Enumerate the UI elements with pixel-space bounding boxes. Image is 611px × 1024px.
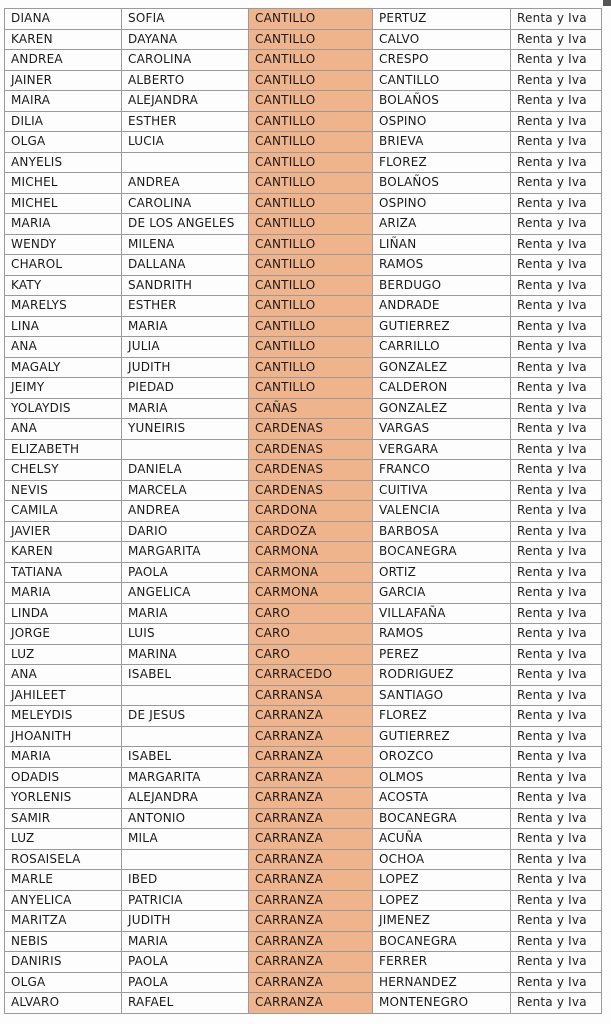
first-name-cell[interactable]: MARIA (5, 214, 122, 235)
category-cell[interactable]: Renta y Iva (511, 91, 602, 112)
first-name-cell[interactable]: CAMILA (5, 501, 122, 522)
surname-cell[interactable]: CARRANZA (249, 829, 373, 850)
names-table (4, 8, 602, 1014)
surname-cell[interactable]: CANTILLO (249, 111, 373, 132)
first-name-cell[interactable]: YORLENIS (5, 788, 122, 809)
first-name-cell[interactable]: DILIA (5, 111, 122, 132)
second-name-cell[interactable]: IBED (122, 870, 249, 891)
second-name-cell[interactable]: DALLANA (122, 255, 249, 276)
table-row (5, 111, 602, 132)
second-surname-cell[interactable]: BOCANEGRA (373, 542, 511, 563)
table-row (5, 70, 602, 91)
surname-cell[interactable]: CARRANZA (249, 726, 373, 747)
surname-cell[interactable]: CANTILLO (249, 193, 373, 214)
category-cell[interactable]: Renta y Iva (511, 747, 602, 768)
category-cell[interactable]: Renta y Iva (511, 70, 602, 91)
second-name-cell[interactable]: MARGARITA (122, 767, 249, 788)
first-name-cell[interactable]: DIANA (5, 9, 122, 30)
table-row (5, 665, 602, 686)
first-name-cell[interactable]: MICHEL (5, 193, 122, 214)
second-surname-cell[interactable]: CALDERON (373, 378, 511, 399)
second-name-cell[interactable]: LUIS (122, 624, 249, 645)
second-surname-cell[interactable]: BOCANEGRA (373, 808, 511, 829)
surname-cell[interactable]: CANTILLO (249, 91, 373, 112)
second-surname-cell[interactable]: RAMOS (373, 255, 511, 276)
table-row (5, 234, 602, 255)
second-name-cell[interactable]: MARCELA (122, 480, 249, 501)
surname-cell[interactable]: CARMONA (249, 583, 373, 604)
surname-cell[interactable]: CANTILLO (249, 316, 373, 337)
second-surname-cell[interactable]: VILLAFAÑA (373, 603, 511, 624)
second-name-cell[interactable]: MARIA (122, 931, 249, 952)
category-cell[interactable]: Renta y Iva (511, 870, 602, 891)
second-surname-cell[interactable]: GARCIA (373, 583, 511, 604)
category-cell[interactable]: Renta y Iva (511, 952, 602, 973)
surname-cell[interactable]: CARRANZA (249, 870, 373, 891)
second-name-cell[interactable]: MILENA (122, 234, 249, 255)
first-name-cell[interactable]: WENDY (5, 234, 122, 255)
second-surname-cell[interactable]: OSPINO (373, 193, 511, 214)
second-name-cell[interactable]: JUDITH (122, 911, 249, 932)
second-name-cell[interactable]: DE LOS ANGELES (122, 214, 249, 235)
category-cell[interactable]: Renta y Iva (511, 521, 602, 542)
category-cell[interactable]: Renta y Iva (511, 132, 602, 153)
second-surname-cell[interactable]: OSPINO (373, 111, 511, 132)
second-name-cell[interactable]: DAYANA (122, 29, 249, 50)
second-surname-cell[interactable]: FLOREZ (373, 152, 511, 173)
surname-cell[interactable]: CANTILLO (249, 357, 373, 378)
second-name-cell[interactable]: ISABEL (122, 747, 249, 768)
second-surname-cell[interactable]: BERDUGO (373, 275, 511, 296)
second-surname-cell[interactable]: ACOSTA (373, 788, 511, 809)
surname-cell[interactable]: CARDENAS (249, 480, 373, 501)
first-name-cell[interactable]: MARITZA (5, 911, 122, 932)
second-surname-cell[interactable]: PERTUZ (373, 9, 511, 30)
surname-cell[interactable]: CANTILLO (249, 378, 373, 399)
first-name-cell[interactable]: ODADIS (5, 767, 122, 788)
first-name-cell[interactable]: SAMIR (5, 808, 122, 829)
first-name-cell[interactable]: ANA (5, 419, 122, 440)
second-name-cell[interactable]: YUNEIRIS (122, 419, 249, 440)
surname-cell[interactable]: CARRANZA (249, 972, 373, 993)
table-row (5, 890, 602, 911)
category-cell[interactable]: Renta y Iva (511, 644, 602, 665)
surname-cell[interactable]: CARRANZA (249, 952, 373, 973)
surname-cell[interactable]: CANTILLO (249, 50, 373, 71)
table-row (5, 583, 602, 604)
table-row (5, 993, 602, 1014)
first-name-cell[interactable]: OLGA (5, 132, 122, 153)
first-name-cell[interactable]: ANYELIS (5, 152, 122, 173)
table-row (5, 542, 602, 563)
table-row (5, 952, 602, 973)
table-row (5, 296, 602, 317)
first-name-cell[interactable]: ANDREA (5, 50, 122, 71)
category-cell[interactable]: Renta y Iva (511, 501, 602, 522)
second-surname-cell[interactable]: ACUÑA (373, 829, 511, 850)
category-cell[interactable]: Renta y Iva (511, 378, 602, 399)
category-cell[interactable]: Renta y Iva (511, 214, 602, 235)
category-cell[interactable]: Renta y Iva (511, 972, 602, 993)
category-cell[interactable]: Renta y Iva (511, 357, 602, 378)
table-row (5, 931, 602, 952)
second-surname-cell[interactable]: CUITIVA (373, 480, 511, 501)
surname-cell[interactable]: CANTILLO (249, 337, 373, 358)
second-name-cell[interactable]: RAFAEL (122, 993, 249, 1014)
second-surname-cell[interactable]: FERRER (373, 952, 511, 973)
second-surname-cell[interactable]: MONTENEGRO (373, 993, 511, 1014)
surname-cell[interactable]: CANTILLO (249, 214, 373, 235)
table-row (5, 357, 602, 378)
first-name-cell[interactable]: KATY (5, 275, 122, 296)
category-cell[interactable]: Renta y Iva (511, 788, 602, 809)
second-name-cell[interactable]: ANTONIO (122, 808, 249, 829)
second-surname-cell[interactable]: RODRIGUEZ (373, 665, 511, 686)
second-name-cell[interactable] (122, 152, 249, 173)
second-name-cell[interactable] (122, 849, 249, 870)
surname-cell[interactable]: CARRANZA (249, 767, 373, 788)
second-name-cell[interactable]: ESTHER (122, 111, 249, 132)
surname-cell[interactable]: CANTILLO (249, 29, 373, 50)
surname-cell[interactable]: CARRANSA (249, 685, 373, 706)
surname-cell[interactable]: CARMONA (249, 542, 373, 563)
second-surname-cell[interactable]: FRANCO (373, 460, 511, 481)
first-name-cell[interactable]: CHAROL (5, 255, 122, 276)
second-surname-cell[interactable]: OLMOS (373, 767, 511, 788)
second-name-cell[interactable]: ALEJANDRA (122, 91, 249, 112)
first-name-cell[interactable]: ANA (5, 337, 122, 358)
first-name-cell[interactable]: ANYELICA (5, 890, 122, 911)
second-name-cell[interactable]: DANIELA (122, 460, 249, 481)
second-surname-cell[interactable]: JIMENEZ (373, 911, 511, 932)
second-surname-cell[interactable]: GUTIERREZ (373, 316, 511, 337)
table-row (5, 275, 602, 296)
second-name-cell[interactable]: ESTHER (122, 296, 249, 317)
first-name-cell[interactable]: JAINER (5, 70, 122, 91)
first-name-cell[interactable]: ANA (5, 665, 122, 686)
table-row (5, 439, 602, 460)
second-name-cell[interactable]: ALBERTO (122, 70, 249, 91)
first-name-cell[interactable]: JAHILEET (5, 685, 122, 706)
category-cell[interactable]: Renta y Iva (511, 152, 602, 173)
second-name-cell[interactable]: LUCIA (122, 132, 249, 153)
table-row (5, 767, 602, 788)
first-name-cell[interactable]: OLGA (5, 972, 122, 993)
table-row (5, 132, 602, 153)
category-cell[interactable]: Renta y Iva (511, 173, 602, 194)
second-name-cell[interactable]: CAROLINA (122, 50, 249, 71)
second-surname-cell[interactable]: CRESPO (373, 50, 511, 71)
second-name-cell[interactable] (122, 726, 249, 747)
category-cell[interactable]: Renta y Iva (511, 439, 602, 460)
second-surname-cell[interactable]: LOPEZ (373, 870, 511, 891)
surname-cell[interactable]: CARRANZA (249, 993, 373, 1014)
table-row (5, 214, 602, 235)
category-cell[interactable]: Renta y Iva (511, 398, 602, 419)
second-surname-cell[interactable]: RAMOS (373, 624, 511, 645)
surname-cell[interactable]: CARRANZA (249, 890, 373, 911)
surname-cell[interactable]: CARO (249, 603, 373, 624)
category-cell[interactable]: Renta y Iva (511, 685, 602, 706)
category-cell[interactable]: Renta y Iva (511, 296, 602, 317)
second-name-cell[interactable]: ANGELICA (122, 583, 249, 604)
surname-cell[interactable]: CARRANZA (249, 747, 373, 768)
table-row (5, 644, 602, 665)
surname-cell[interactable]: CARO (249, 624, 373, 645)
second-surname-cell[interactable]: VALENCIA (373, 501, 511, 522)
surname-cell[interactable]: CARRACEDO (249, 665, 373, 686)
first-name-cell[interactable]: YOLAYDIS (5, 398, 122, 419)
second-surname-cell[interactable]: ARIZA (373, 214, 511, 235)
table-row (5, 480, 602, 501)
surname-cell[interactable]: CARRANZA (249, 931, 373, 952)
first-name-cell[interactable]: CHELSY (5, 460, 122, 481)
second-surname-cell[interactable]: VARGAS (373, 419, 511, 440)
second-surname-cell[interactable]: GONZALEZ (373, 398, 511, 419)
second-name-cell[interactable]: PAOLA (122, 562, 249, 583)
table-row (5, 378, 602, 399)
second-surname-cell[interactable]: BRIEVA (373, 132, 511, 153)
category-cell[interactable]: Renta y Iva (511, 275, 602, 296)
table-row (5, 398, 602, 419)
table-row (5, 829, 602, 850)
surname-cell[interactable]: CARRANZA (249, 911, 373, 932)
table-row (5, 685, 602, 706)
category-cell[interactable]: Renta y Iva (511, 993, 602, 1014)
second-name-cell[interactable]: JUDITH (122, 357, 249, 378)
second-name-cell[interactable]: DARIO (122, 521, 249, 542)
first-name-cell[interactable]: LINDA (5, 603, 122, 624)
category-cell[interactable]: Renta y Iva (511, 480, 602, 501)
second-name-cell[interactable] (122, 439, 249, 460)
second-surname-cell[interactable]: HERNANDEZ (373, 972, 511, 993)
second-name-cell[interactable]: MILA (122, 829, 249, 850)
table-row (5, 747, 602, 768)
second-name-cell[interactable]: PATRICIA (122, 890, 249, 911)
surname-cell[interactable]: CANTILLO (249, 70, 373, 91)
category-cell[interactable]: Renta y Iva (511, 624, 602, 645)
second-surname-cell[interactable]: VERGARA (373, 439, 511, 460)
category-cell[interactable]: Renta y Iva (511, 767, 602, 788)
second-surname-cell[interactable]: BOLAÑOS (373, 173, 511, 194)
category-cell[interactable]: Renta y Iva (511, 460, 602, 481)
second-surname-cell[interactable]: PEREZ (373, 644, 511, 665)
table-row (5, 726, 602, 747)
second-name-cell[interactable]: ANDREA (122, 501, 249, 522)
first-name-cell[interactable]: JAVIER (5, 521, 122, 542)
surname-cell[interactable]: CARRANZA (249, 706, 373, 727)
first-name-cell[interactable]: JEIMY (5, 378, 122, 399)
first-name-cell[interactable]: MARIA (5, 747, 122, 768)
first-name-cell[interactable]: MAGALY (5, 357, 122, 378)
second-name-cell[interactable]: SOFIA (122, 9, 249, 30)
category-cell[interactable]: Renta y Iva (511, 542, 602, 563)
surname-cell[interactable]: CARMONA (249, 562, 373, 583)
second-name-cell[interactable]: MARGARITA (122, 542, 249, 563)
table-row (5, 91, 602, 112)
second-name-cell[interactable]: MARIA (122, 603, 249, 624)
surname-cell[interactable]: CANTILLO (249, 255, 373, 276)
surname-cell[interactable]: CANTILLO (249, 296, 373, 317)
first-name-cell[interactable]: LINA (5, 316, 122, 337)
second-name-cell[interactable]: ISABEL (122, 665, 249, 686)
first-name-cell[interactable]: ELIZABETH (5, 439, 122, 460)
surname-cell[interactable]: CARRANZA (249, 849, 373, 870)
table-row (5, 788, 602, 809)
surname-cell[interactable]: CARRANZA (249, 808, 373, 829)
table-row (5, 50, 602, 71)
table-row (5, 501, 602, 522)
second-surname-cell[interactable]: GUTIERREZ (373, 726, 511, 747)
second-surname-cell[interactable]: BOLAÑOS (373, 91, 511, 112)
surname-cell[interactable]: CARDENAS (249, 439, 373, 460)
first-name-cell[interactable]: MAIRA (5, 91, 122, 112)
category-cell[interactable]: Renta y Iva (511, 419, 602, 440)
names-table-body (5, 9, 602, 1014)
second-name-cell[interactable]: SANDRITH (122, 275, 249, 296)
surname-cell[interactable]: CARDENAS (249, 460, 373, 481)
second-surname-cell[interactable]: SANTIAGO (373, 685, 511, 706)
first-name-cell[interactable]: MARLE (5, 870, 122, 891)
second-surname-cell[interactable]: ORTIZ (373, 562, 511, 583)
first-name-cell[interactable]: ROSAISELA (5, 849, 122, 870)
first-name-cell[interactable]: DANIRIS (5, 952, 122, 973)
first-name-cell[interactable]: LUZ (5, 829, 122, 850)
surname-cell[interactable]: CANTILLO (249, 152, 373, 173)
table-row (5, 972, 602, 993)
corner-marker (603, 0, 611, 6)
second-name-cell[interactable]: MARIA (122, 398, 249, 419)
first-name-cell[interactable]: JORGE (5, 624, 122, 645)
second-surname-cell[interactable]: ANDRADE (373, 296, 511, 317)
category-cell[interactable]: Renta y Iva (511, 562, 602, 583)
second-name-cell[interactable]: MARIA (122, 316, 249, 337)
second-name-cell[interactable]: PAOLA (122, 972, 249, 993)
category-cell[interactable]: Renta y Iva (511, 829, 602, 850)
table-row (5, 460, 602, 481)
table-row (5, 911, 602, 932)
table-row (5, 849, 602, 870)
first-name-cell[interactable]: NEVIS (5, 480, 122, 501)
second-name-cell[interactable]: JULIA (122, 337, 249, 358)
second-name-cell[interactable]: PIEDAD (122, 378, 249, 399)
first-name-cell[interactable]: ALVARO (5, 993, 122, 1014)
surname-cell[interactable]: CARRANZA (249, 788, 373, 809)
second-name-cell[interactable] (122, 685, 249, 706)
surname-cell[interactable]: CANTILLO (249, 9, 373, 30)
surname-cell[interactable]: CARO (249, 644, 373, 665)
surname-cell[interactable]: CANTILLO (249, 173, 373, 194)
surname-cell[interactable]: CARDONA (249, 501, 373, 522)
category-cell[interactable]: Renta y Iva (511, 890, 602, 911)
table-row (5, 419, 602, 440)
second-surname-cell[interactable]: BOCANEGRA (373, 931, 511, 952)
table-row (5, 337, 602, 358)
first-name-cell[interactable]: LUZ (5, 644, 122, 665)
category-cell[interactable]: Renta y Iva (511, 931, 602, 952)
second-surname-cell[interactable]: GONZALEZ (373, 357, 511, 378)
second-surname-cell[interactable]: OROZCO (373, 747, 511, 768)
second-surname-cell[interactable]: LIÑAN (373, 234, 511, 255)
second-surname-cell[interactable]: BARBOSA (373, 521, 511, 542)
second-surname-cell[interactable]: CARRILLO (373, 337, 511, 358)
category-cell[interactable]: Renta y Iva (511, 849, 602, 870)
first-name-cell[interactable]: TATIANA (5, 562, 122, 583)
surname-cell[interactable]: CAÑAS (249, 398, 373, 419)
table-row (5, 521, 602, 542)
category-cell[interactable]: Renta y Iva (511, 193, 602, 214)
table-row (5, 9, 602, 30)
surname-cell[interactable]: CARDOZA (249, 521, 373, 542)
second-name-cell[interactable]: ALEJANDRA (122, 788, 249, 809)
category-cell[interactable]: Renta y Iva (511, 316, 602, 337)
second-surname-cell[interactable]: OCHOA (373, 849, 511, 870)
first-name-cell[interactable]: MARIA (5, 583, 122, 604)
table-row (5, 624, 602, 645)
table-row (5, 562, 602, 583)
second-name-cell[interactable]: MARINA (122, 644, 249, 665)
category-cell[interactable]: Renta y Iva (511, 234, 602, 255)
table-row (5, 316, 602, 337)
table-row (5, 808, 602, 829)
surname-cell[interactable]: CANTILLO (249, 234, 373, 255)
first-name-cell[interactable]: NEBIS (5, 931, 122, 952)
second-surname-cell[interactable]: LOPEZ (373, 890, 511, 911)
second-surname-cell[interactable]: CALVO (373, 29, 511, 50)
second-name-cell[interactable]: CAROLINA (122, 193, 249, 214)
table-row (5, 173, 602, 194)
second-surname-cell[interactable]: CANTILLO (373, 70, 511, 91)
table-row (5, 870, 602, 891)
first-name-cell[interactable]: MICHEL (5, 173, 122, 194)
category-cell[interactable]: Renta y Iva (511, 665, 602, 686)
table-row (5, 255, 602, 276)
surname-cell[interactable]: CANTILLO (249, 132, 373, 153)
category-cell[interactable]: Renta y Iva (511, 808, 602, 829)
second-name-cell[interactable]: PAOLA (122, 952, 249, 973)
category-cell[interactable]: Renta y Iva (511, 726, 602, 747)
first-name-cell[interactable]: JHOANITH (5, 726, 122, 747)
second-name-cell[interactable]: DE JESUS (122, 706, 249, 727)
category-cell[interactable]: Renta y Iva (511, 603, 602, 624)
category-cell[interactable]: Renta y Iva (511, 111, 602, 132)
table-row (5, 603, 602, 624)
table-row (5, 706, 602, 727)
surname-cell[interactable]: CARDENAS (249, 419, 373, 440)
table-row (5, 152, 602, 173)
second-surname-cell[interactable]: FLOREZ (373, 706, 511, 727)
category-cell[interactable]: Renta y Iva (511, 29, 602, 50)
category-cell[interactable]: Renta y Iva (511, 337, 602, 358)
second-name-cell[interactable]: ANDREA (122, 173, 249, 194)
category-cell[interactable]: Renta y Iva (511, 50, 602, 71)
first-name-cell[interactable]: MELEYDIS (5, 706, 122, 727)
category-cell[interactable]: Renta y Iva (511, 255, 602, 276)
first-name-cell[interactable]: KAREN (5, 29, 122, 50)
table-row (5, 29, 602, 50)
surname-cell[interactable]: CANTILLO (249, 275, 373, 296)
category-cell[interactable]: Renta y Iva (511, 583, 602, 604)
category-cell[interactable]: Renta y Iva (511, 706, 602, 727)
first-name-cell[interactable]: KAREN (5, 542, 122, 563)
table-row (5, 193, 602, 214)
category-cell[interactable]: Renta y Iva (511, 9, 602, 30)
category-cell[interactable]: Renta y Iva (511, 911, 602, 932)
first-name-cell[interactable]: MARELYS (5, 296, 122, 317)
